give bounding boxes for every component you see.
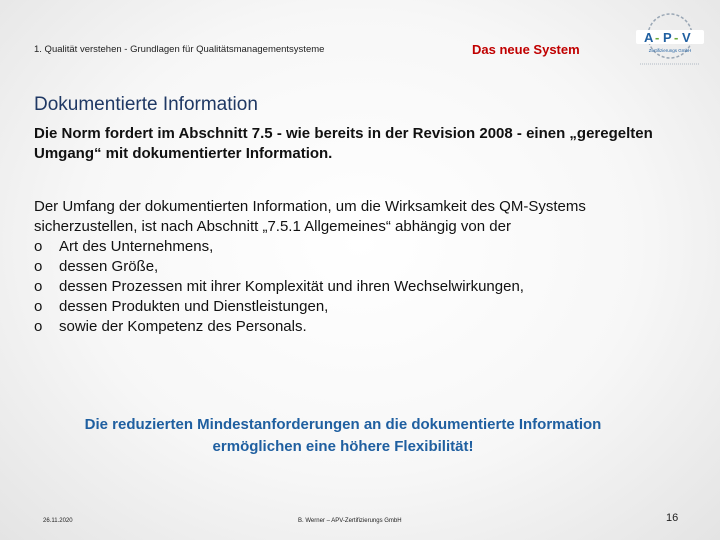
- slide-title: Dokumentierte Information: [34, 94, 258, 115]
- body-section: [34, 197, 664, 337]
- header-topic: Das neue System: [472, 42, 580, 57]
- bullet-marker: o: [34, 318, 43, 335]
- logo-letter-p: P: [663, 30, 672, 45]
- page-number: 16: [666, 512, 679, 524]
- apv-logo: [630, 12, 710, 72]
- logo-letter-a: A: [644, 30, 654, 45]
- footer-author: B. Werner – APV-Zertifizierungs GmbH: [298, 518, 402, 524]
- logo-dash: -: [674, 30, 679, 45]
- list-item-text: sowie der Kompetenz des Personals.: [59, 318, 307, 335]
- list-item: [34, 257, 664, 277]
- list-item-text: dessen Größe,: [59, 258, 159, 275]
- lead-paragraph: Die Norm fordert im Abschnitt 7.5 - wie bereits in der Revision 2008 - einen „geregelten Umgang“ mit dokumentierter Information.: [34, 125, 653, 162]
- conclusion-callout: Die reduzierten Mindestanforderungen an die dokumentierte Information ermöglichen eine höhere Flexibilität!: [84, 416, 602, 455]
- bullet-marker: o: [34, 278, 43, 295]
- body-intro: Der Umfang der dokumentierten Information, um die Wirksamkeit des QM-Systems sicherzustellen, ist nach Abschnitt „7.5.1 Allgemeines“ abhängig von der: [34, 198, 586, 235]
- footer-date: 26.11.2020: [43, 518, 73, 524]
- list-item: [34, 237, 664, 257]
- bullet-list: [34, 237, 664, 337]
- list-item-text: dessen Prozessen mit ihrer Komplexität und ihren Wechselwirkungen,: [59, 278, 524, 295]
- list-item-text: dessen Produkten und Dienstleistungen,: [59, 298, 329, 315]
- bullet-marker: o: [34, 238, 43, 255]
- logo-tagline: Zertifizierungs GmbH: [648, 48, 692, 53]
- logo-letter-v: V: [682, 30, 691, 45]
- header-section-title: 1. Qualität verstehen - Grundlagen für Qualitätsmanagementsysteme: [34, 44, 325, 55]
- list-item-text: Art des Unternehmens,: [59, 238, 214, 255]
- list-item: [34, 297, 664, 317]
- logo-dash: -: [655, 30, 660, 45]
- bullet-marker: o: [34, 298, 43, 315]
- bullet-marker: o: [34, 258, 43, 275]
- list-item: [34, 277, 664, 297]
- list-item: [34, 317, 664, 337]
